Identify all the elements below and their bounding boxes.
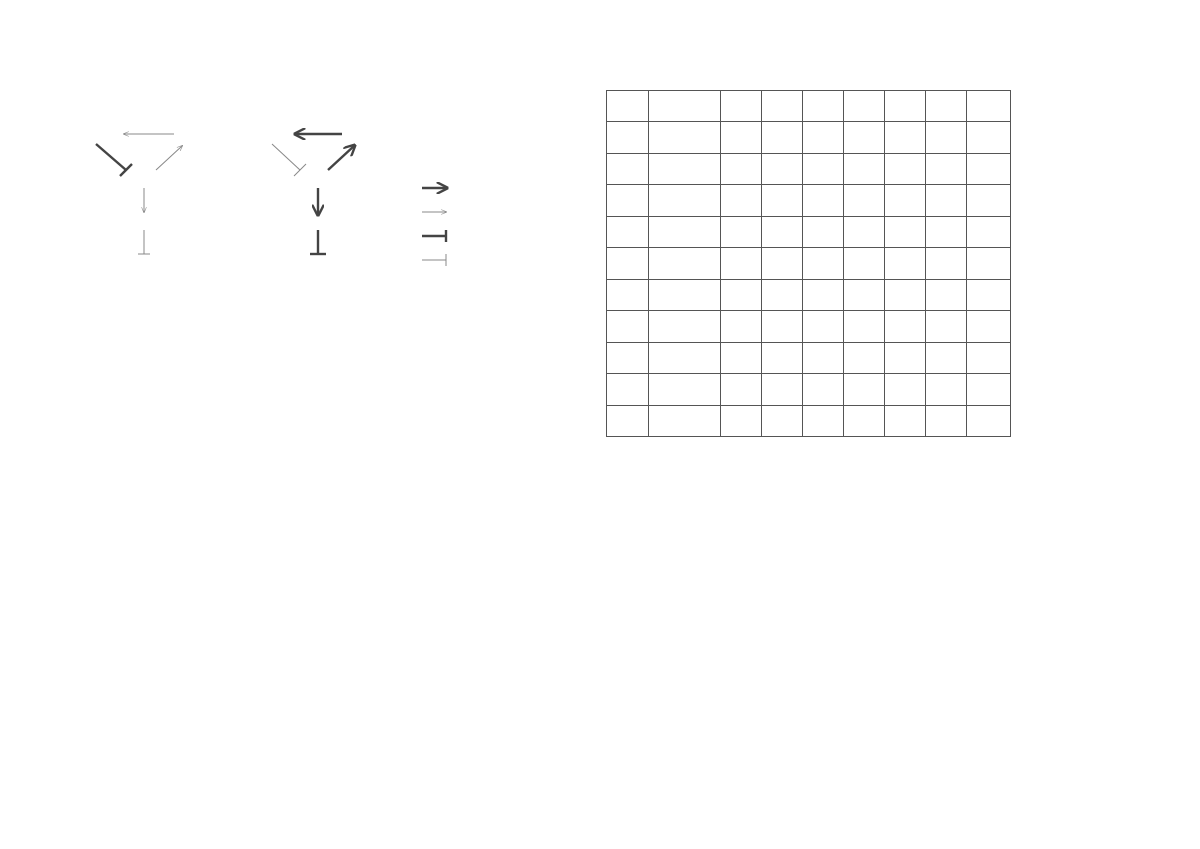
table-cell bbox=[762, 279, 803, 311]
left-column bbox=[74, 92, 590, 288]
table-cell bbox=[844, 279, 885, 311]
table-cell bbox=[762, 122, 803, 154]
table-cell bbox=[762, 342, 803, 374]
left-panel bbox=[96, 134, 182, 254]
table-header-row bbox=[607, 91, 1011, 122]
table-cell bbox=[762, 311, 803, 343]
table-cell bbox=[926, 122, 967, 154]
table-cell bbox=[803, 342, 844, 374]
table-cell bbox=[926, 185, 967, 217]
table-cell bbox=[967, 185, 1011, 217]
table-cell bbox=[926, 153, 967, 185]
table-row bbox=[607, 185, 1011, 217]
table-cell bbox=[803, 122, 844, 154]
table-cell bbox=[607, 405, 649, 437]
table-cell bbox=[844, 342, 885, 374]
table-header-cell bbox=[926, 91, 967, 122]
table-cell bbox=[721, 248, 762, 280]
a-to-b-strong-inhibit bbox=[96, 144, 126, 170]
a-to-b-weak-inhibit bbox=[272, 144, 300, 170]
table-cell bbox=[967, 311, 1011, 343]
table-row bbox=[607, 311, 1011, 343]
table-cell bbox=[721, 122, 762, 154]
table-cell bbox=[649, 405, 721, 437]
table-row bbox=[607, 122, 1011, 154]
right-panel bbox=[272, 134, 354, 254]
table-cell bbox=[803, 374, 844, 406]
results-table-wrap bbox=[606, 90, 1128, 437]
table-cell bbox=[967, 342, 1011, 374]
table-cell bbox=[967, 216, 1011, 248]
table-cell bbox=[607, 279, 649, 311]
table-cell bbox=[803, 185, 844, 217]
table-cell bbox=[762, 248, 803, 280]
table-row bbox=[607, 374, 1011, 406]
results-table bbox=[606, 90, 1011, 437]
table-cell bbox=[926, 342, 967, 374]
table-header-cell bbox=[607, 91, 649, 122]
table-cell bbox=[721, 311, 762, 343]
table-cell bbox=[967, 279, 1011, 311]
table-row bbox=[607, 248, 1011, 280]
b-to-d-weak-excite bbox=[156, 146, 182, 170]
table-cell bbox=[762, 405, 803, 437]
table-header-cell bbox=[649, 91, 721, 122]
table-cell bbox=[649, 279, 721, 311]
table-cell bbox=[926, 374, 967, 406]
table-cell bbox=[844, 405, 885, 437]
table-cell bbox=[967, 122, 1011, 154]
figure-legend bbox=[422, 188, 446, 266]
table-cell bbox=[762, 374, 803, 406]
table-cell bbox=[967, 374, 1011, 406]
table-cell bbox=[607, 216, 649, 248]
table-cell bbox=[926, 216, 967, 248]
table-cell bbox=[844, 122, 885, 154]
table-row bbox=[607, 279, 1011, 311]
table-cell bbox=[844, 374, 885, 406]
table-header-cell bbox=[803, 91, 844, 122]
table-cell bbox=[844, 153, 885, 185]
table-cell bbox=[649, 374, 721, 406]
table-row bbox=[607, 153, 1011, 185]
table-header-cell bbox=[967, 91, 1011, 122]
b-to-d-strong-excite bbox=[328, 146, 354, 170]
table-cell bbox=[885, 185, 926, 217]
table-cell bbox=[885, 374, 926, 406]
table-cell bbox=[967, 405, 1011, 437]
table-cell bbox=[721, 153, 762, 185]
table-cell bbox=[607, 122, 649, 154]
table-cell bbox=[803, 216, 844, 248]
table-cell bbox=[803, 153, 844, 185]
table-cell bbox=[967, 153, 1011, 185]
table-cell bbox=[844, 311, 885, 343]
table-cell bbox=[649, 311, 721, 343]
table-cell bbox=[721, 216, 762, 248]
table-cell bbox=[649, 216, 721, 248]
table-cell bbox=[844, 248, 885, 280]
table-cell bbox=[885, 122, 926, 154]
table-cell bbox=[844, 185, 885, 217]
table-row bbox=[607, 342, 1011, 374]
table-cell bbox=[926, 405, 967, 437]
table-header-cell bbox=[844, 91, 885, 122]
table-cell bbox=[803, 279, 844, 311]
table-cell bbox=[607, 342, 649, 374]
table-cell bbox=[607, 248, 649, 280]
table-cell bbox=[885, 216, 926, 248]
table-cell bbox=[762, 216, 803, 248]
table-header-cell bbox=[762, 91, 803, 122]
table-cell bbox=[885, 342, 926, 374]
table-cell bbox=[885, 153, 926, 185]
table-cell bbox=[607, 374, 649, 406]
table-cell bbox=[607, 185, 649, 217]
table-cell bbox=[844, 216, 885, 248]
table-cell bbox=[649, 248, 721, 280]
table-cell bbox=[721, 279, 762, 311]
table-cell bbox=[803, 311, 844, 343]
table-cell bbox=[885, 405, 926, 437]
table-row bbox=[607, 405, 1011, 437]
table-body bbox=[607, 122, 1011, 437]
table-header-cell bbox=[721, 91, 762, 122]
table-cell bbox=[649, 122, 721, 154]
table-cell bbox=[762, 153, 803, 185]
table-cell bbox=[607, 153, 649, 185]
table-cell bbox=[885, 279, 926, 311]
table-cell bbox=[721, 405, 762, 437]
table-cell bbox=[721, 342, 762, 374]
table-cell bbox=[803, 405, 844, 437]
table-cell bbox=[885, 311, 926, 343]
table-cell bbox=[721, 185, 762, 217]
table-cell bbox=[607, 311, 649, 343]
table-cell bbox=[926, 279, 967, 311]
table-cell bbox=[885, 248, 926, 280]
table-cell bbox=[967, 248, 1011, 280]
table-cell bbox=[926, 248, 967, 280]
table-header-cell bbox=[885, 91, 926, 122]
table-cell bbox=[649, 185, 721, 217]
table-row bbox=[607, 216, 1011, 248]
table-cell bbox=[762, 185, 803, 217]
neural-circuit-diagram bbox=[74, 92, 590, 288]
table-cell bbox=[649, 153, 721, 185]
table-cell bbox=[803, 248, 844, 280]
right-column bbox=[604, 90, 1128, 437]
table-cell bbox=[926, 311, 967, 343]
table-cell bbox=[649, 342, 721, 374]
table-cell bbox=[721, 374, 762, 406]
neural-circuit-figure bbox=[74, 92, 590, 288]
